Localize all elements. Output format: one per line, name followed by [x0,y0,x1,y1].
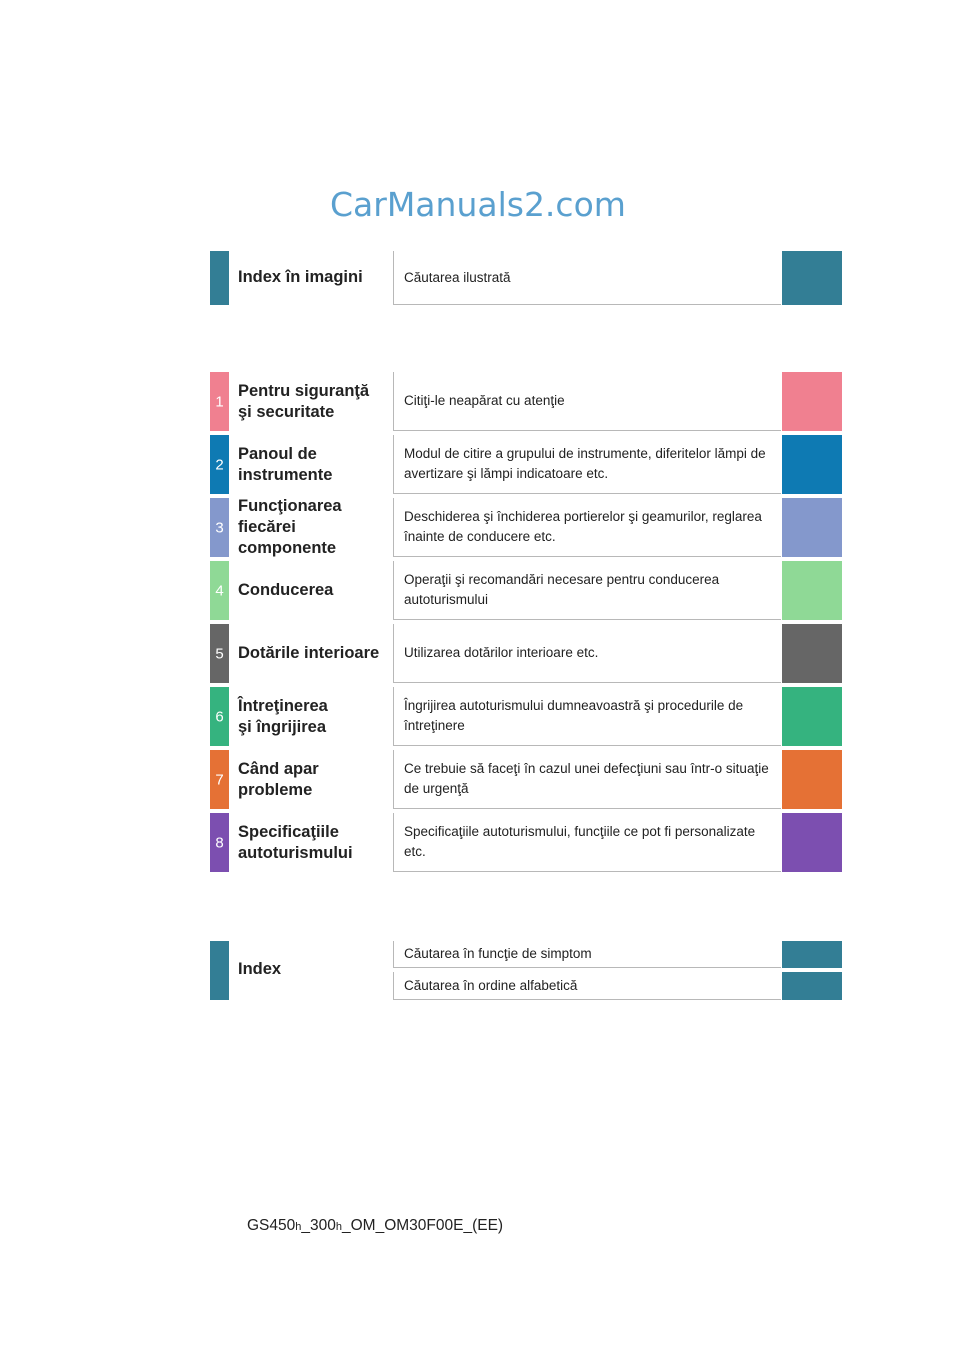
chapter-row-1[interactable] [210,372,842,431]
chapter-tab[interactable] [782,435,842,494]
index-item-symptom[interactable]: Căutarea în funcţie de simptom [393,941,781,968]
chapter-title: Dotările interioare [238,644,380,662]
chapter-row-3[interactable] [210,498,842,557]
chapter-tab[interactable] [782,498,842,557]
chapter-row-2[interactable] [210,435,842,494]
chapter-bar [210,372,229,431]
chapter-number: 3 [215,519,224,536]
document-code: GS450h_300h_OM_OM30F00E_(EE) [247,1217,504,1234]
chapter-tab[interactable] [782,813,842,872]
chapter-title: Conducerea [238,581,334,599]
chapter-number: 4 [215,582,224,599]
picture-index-row[interactable] [210,251,842,305]
chapter-description: Operaţii şi recomandări necesare pentru conducerea autoturismului [393,561,781,620]
chapter-title: Întreţinerea şi îngrijirea [238,697,328,736]
picture-index-tab[interactable] [782,251,842,305]
chapter-bar [210,687,229,746]
chapter-number: 2 [215,456,224,473]
chapter-tab[interactable] [782,687,842,746]
chapter-number: 6 [215,708,224,725]
index-tab-symptom[interactable] [782,941,842,968]
chapter-tab[interactable] [782,750,842,809]
chapter-number: 7 [215,771,224,788]
chapter-number: 1 [215,393,224,410]
chapter-description: Specificaţiile autoturismului, funcţiile ce pot fi personalizate etc. [393,813,781,872]
index-tab-alphabetical[interactable] [782,972,842,1000]
picture-index-bar [210,251,229,305]
chapter-bar [210,561,229,620]
index-item-alphabetical[interactable]: Căutarea în ordine alfabetică [393,972,781,1000]
chapter-description: Utilizarea dotărilor interioare etc. [393,624,781,683]
chapter-description: Ce trebuie să faceţi în cazul unei defecţiuni sau într-o situaţie de urgenţă [393,750,781,809]
chapter-bar [210,813,229,872]
chapter-tab[interactable] [782,561,842,620]
chapter-description: Citiţi-le neapărat cu atenţie [393,372,781,431]
chapter-bar [210,624,229,683]
watermark-logo: CarManuals2.com [330,185,626,224]
chapter-description: Modul de citire a grupului de instrumente, diferitelor lămpi de avertizare şi lămpi indicatoare etc. [393,435,781,494]
index-section [210,941,842,1000]
chapter-title: Pentru siguranţă şi securitate [238,382,370,421]
chapter-bar [210,435,229,494]
chapter-title: Funcţionarea fiecărei componente [238,497,342,557]
chapter-number: 5 [215,645,224,662]
picture-index-title: Index în imagini [238,268,363,286]
chapter-description: Îngrijirea autoturismului dumneavoastră şi procedurile de întreţinere [393,687,781,746]
chapter-row-4[interactable] [210,561,842,620]
chapter-title: Specificaţiile autoturismului [238,823,353,862]
index-bar [210,941,229,1000]
chapter-row-5[interactable] [210,624,842,683]
chapter-tab[interactable] [782,624,842,683]
chapter-row-8[interactable] [210,813,842,872]
chapter-bar [210,750,229,809]
chapter-tab[interactable] [782,372,842,431]
chapter-row-6[interactable] [210,687,842,746]
chapter-number: 8 [215,834,224,851]
chapter-row-7[interactable] [210,750,842,809]
chapter-title: Panoul de instrumente [238,445,333,484]
chapter-bar [210,498,229,557]
index-title: Index [238,960,282,978]
chapter-description: Deschiderea şi închiderea portierelor şi geamurilor, reglarea înainte de conducere etc. [393,498,781,557]
chapter-title: Când apar probleme [238,760,319,799]
picture-index-description: Căutarea ilustrată [393,251,781,305]
